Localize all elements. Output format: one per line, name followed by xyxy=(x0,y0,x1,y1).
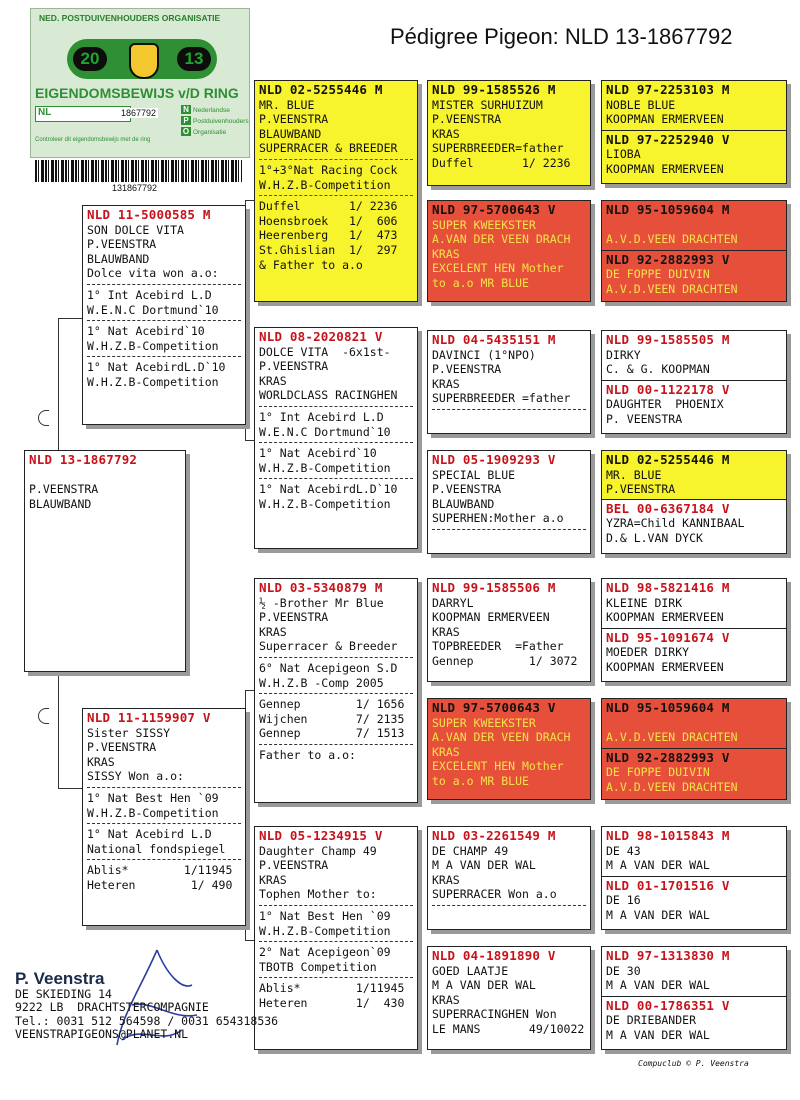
ring-title: EIGENDOMSBEWIJS v/D RING xyxy=(35,85,239,101)
subject-card[interactable] xyxy=(24,450,186,672)
divider xyxy=(602,996,786,997)
gp-ring: NLD 02-5255446 M xyxy=(259,82,383,97)
ggp-ring: NLD 03-2261549 M xyxy=(432,828,556,843)
result-line: Duffel 1/ 2236 xyxy=(259,199,398,214)
gggp-line: M A VAN DER WAL xyxy=(606,978,710,993)
divider xyxy=(602,876,786,877)
result-line: 1° Int Acebird L.D xyxy=(259,409,384,424)
ggp-ring: NLD 99-1585506 M xyxy=(432,580,556,595)
gggp-pair-card[interactable] xyxy=(601,578,787,682)
result-line: 1° Nat Best Hen `09 xyxy=(259,908,391,923)
gp-line: BLAUWBAND xyxy=(259,126,322,141)
connector xyxy=(418,380,419,498)
result-line: 1° Nat AcebirdL.D`10 xyxy=(259,482,398,497)
result-line: Gennep 1/ 1656 xyxy=(259,697,405,712)
ggp-line: SUPERHEN:Mother a.o xyxy=(432,511,564,526)
ggp-line: KRAS xyxy=(432,126,460,141)
lion-emblem-icon xyxy=(129,43,159,79)
gp-ring: NLD 05-1234915 V xyxy=(259,828,383,843)
gggp-line: YZRA=Child KANNIBAAL xyxy=(606,516,745,531)
dam-line: SISSY Won a.o: xyxy=(87,769,184,784)
gggp-ring: NLD 01-1701516 V xyxy=(606,877,730,893)
connector xyxy=(58,318,82,319)
gp-line: Superracer & Breeder xyxy=(259,639,398,654)
divider xyxy=(602,250,786,251)
gggp-ring: NLD 92-2882993 V xyxy=(606,251,730,267)
ggp-line: to a.o MR BLUE xyxy=(432,275,529,290)
ggp-ring: NLD 04-1891890 V xyxy=(432,948,556,963)
ggp-line: SUPERRACER Won a.o xyxy=(432,887,557,902)
ring-number: 1867792 xyxy=(121,108,157,118)
result-line: 1°+3°Nat Racing Cock xyxy=(259,162,398,177)
ggp-line: DAVINCI (1°NPO) xyxy=(432,347,536,362)
org-name: NED. POSTDUIVENHOUDERS ORGANISATIE xyxy=(39,13,221,23)
connector xyxy=(592,478,593,528)
gggp-line: DAUGHTER PHOENIX xyxy=(606,397,724,412)
connector xyxy=(58,670,59,788)
ggp-line: SUPERBREEDER =father xyxy=(432,391,571,406)
gggp-line: KOOPMAN ERMERVEEN xyxy=(606,161,724,176)
connector xyxy=(592,110,593,160)
ring-certificate-logo xyxy=(30,8,250,158)
breeder-contact xyxy=(15,969,279,1042)
gggp-line: MR. BLUE xyxy=(606,467,662,482)
result-line: 1° Nat Best Hen `09 xyxy=(87,790,219,805)
gggp-pair-card[interactable] xyxy=(601,826,787,930)
result-line: Ablis* 1/11945 xyxy=(87,863,233,878)
ggp-line: DARRYL xyxy=(432,595,474,610)
ggp-line: P.VEENSTRA xyxy=(432,362,502,377)
gggp-line: P. VEENSTRA xyxy=(606,411,683,426)
connector xyxy=(418,880,419,998)
gggp-line: DIRKY xyxy=(606,347,641,362)
gggp-line: M A VAN DER WAL xyxy=(606,907,710,922)
ggp-line: KOOPMAN ERMERVEEN xyxy=(432,610,550,625)
ggp-line: P.VEENSTRA xyxy=(432,112,502,127)
separator xyxy=(259,941,413,942)
gggp-ring: NLD 92-2882993 V xyxy=(606,749,730,765)
ggp-line: KRAS xyxy=(432,376,460,391)
result-line: 1° Int Acebird L.D xyxy=(87,287,212,302)
separator xyxy=(259,744,413,745)
punch-hole xyxy=(38,708,49,724)
result-line: W.H.Z.B-Competition xyxy=(259,496,391,511)
sire-line: BLAUWBAND xyxy=(87,251,150,266)
ggp-line: TOPBREEDER =Father xyxy=(432,639,564,654)
gggp-line: P.VEENSTRA xyxy=(606,482,676,497)
ggp-card[interactable] xyxy=(427,826,591,930)
divider xyxy=(602,748,786,749)
address-line: 9222 LB DRACHTSTERCOMPAGNIE xyxy=(15,1000,209,1014)
gggp-ring: NLD 97-2252940 V xyxy=(606,131,730,147)
result-line: Heerenberg 1/ 473 xyxy=(259,228,398,243)
separator xyxy=(432,529,586,530)
connector xyxy=(592,355,593,405)
result-line: W.E.N.C Dortmund`10 xyxy=(259,424,391,439)
gggp-pair-card[interactable] xyxy=(601,698,787,800)
ggp-line: KRAS xyxy=(432,992,460,1007)
separator xyxy=(259,693,413,694)
gggp-line: DE FOPPE DUIVIN xyxy=(606,765,710,780)
result-line: Heteren 1/ 490 xyxy=(87,877,233,892)
separator xyxy=(259,905,413,906)
sire-line: SON DOLCE VITA xyxy=(87,222,184,237)
result-line: W.H.Z.B-Competition xyxy=(87,374,219,389)
gggp-line: A.V.D.VEEN DRACHTEN xyxy=(606,730,738,745)
separator xyxy=(259,977,413,978)
gggp-line: C. & G. KOOPMAN xyxy=(606,362,710,377)
gp-sire-sire-card[interactable] xyxy=(254,80,418,302)
connector xyxy=(592,975,593,1025)
connector xyxy=(592,235,593,285)
gggp-line: DE 30 xyxy=(606,963,641,978)
result-line: Father to a.o: xyxy=(259,747,356,762)
sire-ring: NLD 11-5000585 M xyxy=(87,207,211,222)
barcode xyxy=(35,160,242,182)
connector xyxy=(592,605,593,655)
copyright: Compuclub © P. Veenstra xyxy=(638,1059,749,1068)
gggp-ring: NLD 02-5255446 M xyxy=(606,452,730,467)
email-line[interactable]: VEENSTRAPIGEONS@PLANET.NL xyxy=(15,1027,189,1041)
separator xyxy=(87,823,241,824)
ggp-line: GOED LAATJE xyxy=(432,963,509,978)
gp-line: P.VEENSTRA xyxy=(259,610,329,625)
gp-line: KRAS xyxy=(259,624,287,639)
page-title: Pédigree Pigeon: NLD 13-1867792 xyxy=(390,24,733,49)
connector xyxy=(58,788,82,789)
ggp-line: Gennep 1/ 3072 xyxy=(432,653,578,668)
divider xyxy=(602,130,786,131)
ggp-line: LE MANS 49/10022 xyxy=(432,1021,585,1036)
gp-dam-sire-card[interactable] xyxy=(254,578,418,803)
ggp-card[interactable] xyxy=(427,200,591,302)
dam-line: Sister SISSY xyxy=(87,725,171,740)
divider xyxy=(602,499,786,500)
gggp-ring: NLD 00-1786351 V xyxy=(606,997,730,1013)
gggp-line: A.V.D.VEEN DRACHTEN xyxy=(606,779,738,794)
separator xyxy=(259,657,413,658)
ggp-ring: NLD 99-1585526 M xyxy=(432,82,556,97)
sire-line: P.VEENSTRA xyxy=(87,237,157,252)
ggp-line: SUPER KWEEKSTER xyxy=(432,715,536,730)
gggp-ring: NLD 95-1059604 M xyxy=(606,202,730,217)
ggp-line: to a.o MR BLUE xyxy=(432,773,529,788)
ggp-card[interactable] xyxy=(427,578,591,682)
result-line: 1° Nat Acebird`10 xyxy=(259,446,377,461)
result-line: TBOTB Competition xyxy=(259,959,377,974)
result-line: Gennep 7/ 1513 xyxy=(259,726,405,741)
gggp-line: KOOPMAN ERMERVEEN xyxy=(606,659,724,674)
gggp-line: DE DRIEBANDER xyxy=(606,1013,697,1028)
gggp-ring: NLD 99-1585505 M xyxy=(606,332,730,347)
gggp-line: DE 43 xyxy=(606,843,641,858)
gggp-ring: NLD 98-1015843 M xyxy=(606,828,730,843)
result-line: Wijchen 7/ 2135 xyxy=(259,711,405,726)
ggp-line: BLAUWBAND xyxy=(432,496,495,511)
ggp-line: M A VAN DER WAL xyxy=(432,978,536,993)
dam-line: KRAS xyxy=(87,754,115,769)
gggp-line: A.V.D.VEEN DRACHTEN xyxy=(606,281,738,296)
result-line: 1° Nat Acebird`10 xyxy=(87,324,205,339)
result-line: St.Ghislian 1/ 297 xyxy=(259,242,398,257)
ggp-line: A.VAN DER VEEN DRACH xyxy=(432,232,571,247)
separator xyxy=(87,356,241,357)
ggp-ring: NLD 97-5700643 V xyxy=(432,700,556,715)
separator xyxy=(259,442,413,443)
result-line: 6° Nat Acepigeon S.D xyxy=(259,660,398,675)
ggp-line: P.VEENSTRA xyxy=(432,482,502,497)
ggp-line: KRAS xyxy=(432,744,460,759)
ggp-line: KRAS xyxy=(432,246,460,261)
control-text: Controleer dit eigendomsbewijs met de ring xyxy=(35,137,151,143)
divider xyxy=(602,628,786,629)
separator xyxy=(259,159,413,160)
result-line: W.H.Z.B-Competition xyxy=(87,338,219,353)
ggp-line: KRAS xyxy=(432,624,460,639)
year-badge xyxy=(67,39,217,79)
subject-line: P.VEENSTRA xyxy=(29,482,99,497)
result-line: W.H.Z.B -Comp 2005 xyxy=(259,675,384,690)
gggp-pair-card[interactable] xyxy=(601,946,787,1050)
ggp-ring: NLD 97-5700643 V xyxy=(432,202,556,217)
ggp-line: MISTER SURHUIZUM xyxy=(432,97,543,112)
dam-card[interactable] xyxy=(82,708,246,926)
separator xyxy=(87,859,241,860)
result-line: 1° Nat Acebird L.D xyxy=(87,827,212,842)
gp-line: KRAS xyxy=(259,872,287,887)
separator xyxy=(87,284,241,285)
ggp-line: M A VAN DER WAL xyxy=(432,858,536,873)
result-line: Ablis* 1/11945 xyxy=(259,981,405,996)
gggp-line: D.& L.VAN DYCK xyxy=(606,530,703,545)
connector xyxy=(592,735,593,785)
gggp-line: M A VAN DER WAL xyxy=(606,1027,710,1042)
result-line: W.H.Z.B-Competition xyxy=(259,177,391,192)
dam-line: P.VEENSTRA xyxy=(87,740,157,755)
punch-hole xyxy=(38,410,49,426)
gp-line: Tophen Mother to: xyxy=(259,887,377,902)
gggp-ring: NLD 98-5821416 M xyxy=(606,580,730,595)
gp-line: P.VEENSTRA xyxy=(259,112,329,127)
separator xyxy=(87,787,241,788)
gp-line: KRAS xyxy=(259,373,287,388)
ggp-ring: NLD 04-5435151 M xyxy=(432,332,556,347)
ggp-card[interactable] xyxy=(427,946,591,1050)
subject-ring: NLD 13-1867792 xyxy=(29,452,138,467)
subject-line: BLAUWBAND xyxy=(29,496,92,511)
sire-line: Dolce vita won a.o: xyxy=(87,266,219,281)
gggp-line: A.V.D.VEEN DRACHTEN xyxy=(606,232,738,247)
gggp-ring: NLD 97-1313830 M xyxy=(606,948,730,963)
ggp-ring: NLD 05-1909293 V xyxy=(432,452,556,467)
result-line: Heteren 1/ 430 xyxy=(259,995,405,1010)
result-line: W.H.Z.B-Competition xyxy=(259,460,391,475)
gp-line: P.VEENSTRA xyxy=(259,858,329,873)
ggp-line: SPECIAL BLUE xyxy=(432,467,516,482)
result-line: & Father to a.o xyxy=(259,257,363,272)
gp-sire-dam-card[interactable] xyxy=(254,327,418,549)
country-code: NL xyxy=(35,106,131,122)
separator xyxy=(259,195,413,196)
gp-line: DOLCE VITA -6x1st- xyxy=(259,344,391,359)
connector xyxy=(418,140,419,258)
gp-line: ½ -Brother Mr Blue xyxy=(259,595,384,610)
gggp-pair-card[interactable] xyxy=(601,200,787,302)
npo-legend: N Nederlandse P Postduivenhouders O Organisatie xyxy=(182,105,249,136)
gp-line: SUPERRACER & BREEDER xyxy=(259,141,398,156)
separator xyxy=(259,406,413,407)
result-line: W.H.Z.B-Competition xyxy=(259,923,391,938)
ggp-line: SUPER KWEEKSTER xyxy=(432,217,536,232)
ggp-line: KRAS xyxy=(432,872,460,887)
ggp-line: SUPERRACINGHEN Won xyxy=(432,1007,557,1022)
result-line: 2° Nat Acepigeon`09 xyxy=(259,945,391,960)
gggp-pair-card[interactable] xyxy=(601,450,787,554)
year-right: 13 xyxy=(177,47,211,71)
ggp-line: SUPERBREEDER=father xyxy=(432,141,564,156)
gggp-pair-card[interactable] xyxy=(601,80,787,184)
gggp-line: KLEINE DIRK xyxy=(606,595,683,610)
gp-line: Daughter Champ 49 xyxy=(259,843,377,858)
separator xyxy=(432,905,586,906)
gp-dam-dam-card[interactable] xyxy=(254,826,418,1050)
gggp-line: DE FOPPE DUIVIN xyxy=(606,267,710,282)
gggp-line: M A VAN DER WAL xyxy=(606,858,710,873)
result-line: W.H.Z.B-Competition xyxy=(87,805,219,820)
ggp-line: Duffel 1/ 2236 xyxy=(432,155,571,170)
gggp-line: LIOBA xyxy=(606,147,641,162)
gp-line: P.VEENSTRA xyxy=(259,359,329,374)
separator xyxy=(259,478,413,479)
sire-card[interactable] xyxy=(82,205,246,425)
gggp-ring: NLD 95-1091674 V xyxy=(606,629,730,645)
connector xyxy=(592,855,593,905)
highlight-block xyxy=(602,451,786,499)
ggp-card[interactable] xyxy=(427,80,591,186)
ggp-line: A.VAN DER VEEN DRACH xyxy=(432,730,571,745)
gggp-ring: NLD 00-1122178 V xyxy=(606,381,730,397)
separator xyxy=(87,320,241,321)
gggp-ring: NLD 97-2253103 M xyxy=(606,82,730,97)
result-line: Hoensbroek 1/ 606 xyxy=(259,213,398,228)
connector xyxy=(418,630,419,748)
dam-ring: NLD 11-1159907 V xyxy=(87,710,211,725)
result-line: National fondspiegel xyxy=(87,841,226,856)
ggp-card[interactable] xyxy=(427,330,591,434)
gggp-line: KOOPMAN ERMERVEEN xyxy=(606,112,724,127)
gggp-ring: BEL 00-6367184 V xyxy=(606,500,730,516)
ggp-line: EXCELENT HEN Mother xyxy=(432,759,564,774)
gp-line: WORLDCLASS RACINGHEN xyxy=(259,388,398,403)
divider xyxy=(602,380,786,381)
gggp-pair-card[interactable] xyxy=(601,330,787,434)
gggp-line: DE 16 xyxy=(606,893,641,908)
phone-line: Tel.: 0031 512 564598 / 0031 654318536 xyxy=(15,1013,279,1028)
ggp-line: EXCELENT HEN Mother xyxy=(432,261,564,276)
address-line: DE SKIEDING 14 xyxy=(15,986,112,1001)
gggp-line: NOBLE BLUE xyxy=(606,97,676,112)
gggp-ring: NLD 95-1059604 M xyxy=(606,700,730,715)
result-line: W.E.N.C Dortmund`10 xyxy=(87,302,219,317)
ggp-card[interactable] xyxy=(427,450,591,554)
ggp-line: DE CHAMP 49 xyxy=(432,843,509,858)
gp-ring: NLD 08-2020821 V xyxy=(259,329,383,344)
gp-ring: NLD 03-5340879 M xyxy=(259,580,383,595)
breeder-name: P. Veenstra xyxy=(15,969,105,988)
ggp-card[interactable] xyxy=(427,698,591,800)
gggp-line: KOOPMAN ERMERVEEN xyxy=(606,610,724,625)
gp-line: MR. BLUE xyxy=(259,97,315,112)
separator xyxy=(432,409,586,410)
connector xyxy=(58,318,59,452)
year-left: 20 xyxy=(73,47,107,71)
gggp-line: MOEDER DIRKY xyxy=(606,645,690,660)
barcode-number: 131867792 xyxy=(112,183,158,193)
result-line: 1° Nat AcebirdL.D`10 xyxy=(87,360,226,375)
